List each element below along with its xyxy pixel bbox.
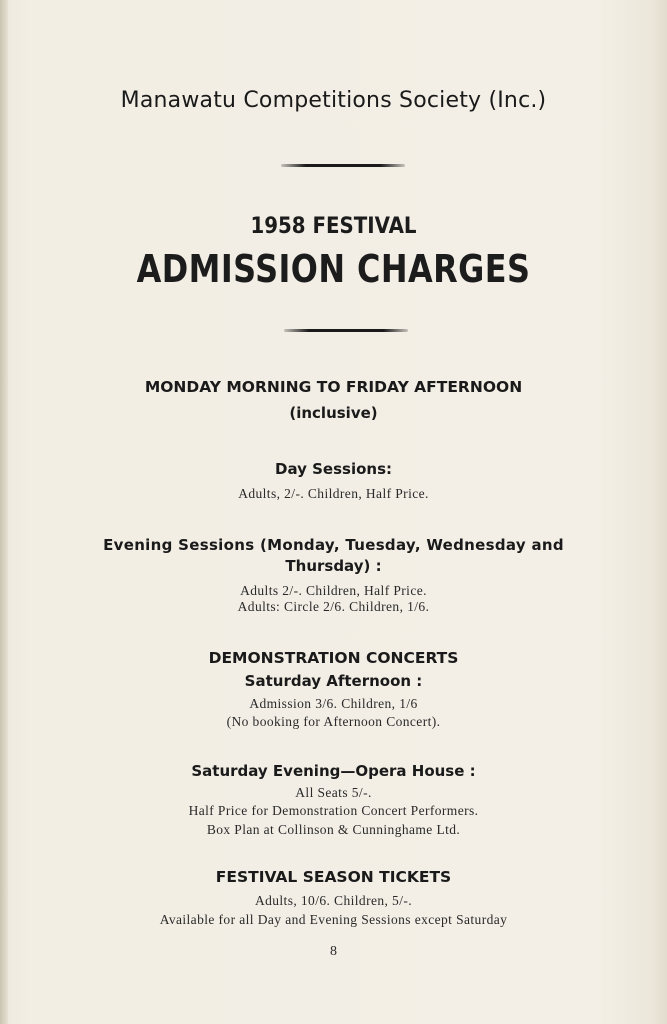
day-sessions-prices: Adults, 2/-. Children, Half Price. <box>238 486 429 501</box>
weekday-heading: MONDAY MORNING TO FRIDAY AFTERNOON <box>144 378 523 396</box>
page-title: ADMISSION CHARGES <box>136 247 531 291</box>
society-name: Manawatu Competitions Society (Inc.) <box>120 88 547 113</box>
demonstration-heading: DEMONSTRATION CONCERTS <box>208 649 459 667</box>
weekday-qualifier: (inclusive) <box>289 404 378 422</box>
saturday-evening-line3: Box Plan at Collinson & Cunninghame Ltd. <box>206 822 461 837</box>
saturday-evening-line1: All Seats 5/-. <box>295 785 372 800</box>
festival-year: 1958 FESTIVAL <box>250 214 417 239</box>
day-sessions-heading: Day Sessions: <box>275 460 392 478</box>
evening-sessions-heading-line1: Evening Sessions (Monday, Tuesday, Wednesday and <box>103 536 564 554</box>
season-tickets-heading: FESTIVAL SEASON TICKETS <box>215 868 452 886</box>
page-number: 8 <box>330 944 337 959</box>
saturday-afternoon-heading: Saturday Afternoon : <box>244 672 423 690</box>
saturday-afternoon-line2: (No booking for Afternoon Concert). <box>226 714 441 729</box>
evening-sessions-heading-line2: Thursday) : <box>285 557 382 575</box>
evening-sessions-line2: Adults: Circle 2/6. Children, 1/6. <box>237 599 430 614</box>
evening-sessions-line1: Adults 2/-. Children, Half Price. <box>240 583 427 598</box>
saturday-evening-line2: Half Price for Demonstration Concert Performers. <box>188 803 479 818</box>
saturday-evening-heading: Saturday Evening—Opera House : <box>191 762 476 780</box>
season-tickets-line2: Available for all Day and Evening Sessions except Saturday <box>159 912 508 927</box>
season-tickets-line1: Adults, 10/6. Children, 5/-. <box>254 893 413 908</box>
top-divider <box>281 164 405 167</box>
saturday-afternoon-line1: Admission 3/6. Children, 1/6 <box>249 696 418 711</box>
title-divider <box>284 329 408 332</box>
